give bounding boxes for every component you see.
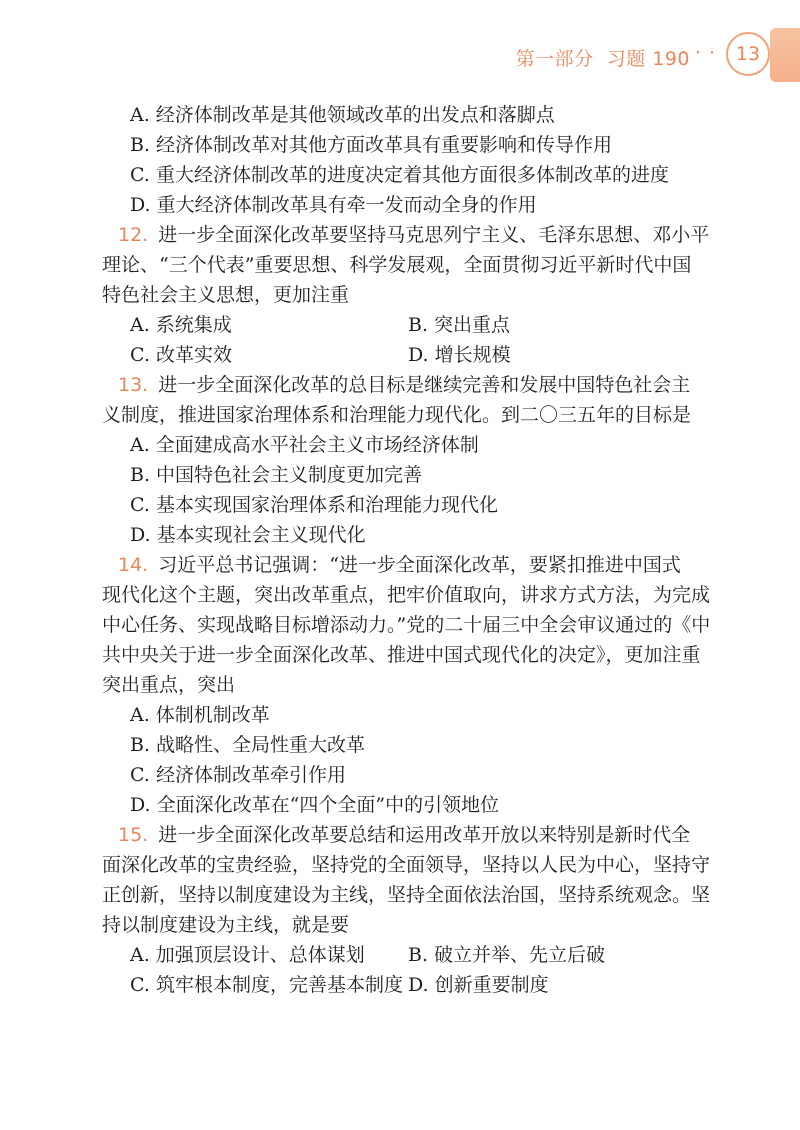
header-title: 第一部分 习题 190 [515,48,690,70]
q11-option-d: D. 重大经济体制改革具有牵一发而动全身的作用 [130,194,537,216]
q14-stem-line: 现代化这个主题，突出改革重点，把牢价值取向，讲求方式方法，为完成 [102,584,711,606]
page-header [470,28,800,82]
q12-options-row [102,310,717,340]
q13-option-c: C. 基本实现国家治理体系和治理能力现代化 [130,494,498,516]
q15-option-d: D. 创新重要制度 [408,974,549,996]
q14-option-c: C. 经济体制改革牵引作用 [130,764,346,786]
question-number: 15. [118,824,149,846]
q15-options-row [102,940,717,970]
q15-stem-line: 15. 进一步全面深化改革要总结和运用改革开放以来特别是新时代全 [118,824,691,846]
q14-option-a: A. 体制机制改革 [130,704,270,726]
q15-stem-line: 持以制度建设为主线，就是要 [102,914,350,936]
q13-option-a: A. 全面建成高水平社会主义市场经济体制 [130,434,479,456]
q14-stem-line: 突出重点，突出 [102,674,236,696]
q13-stem-line: 义制度，推进国家治理体系和治理能力现代化。到二〇三五年的目标是 [102,404,692,426]
q14-option-b: B. 战略性、全局性重大改革 [130,734,366,756]
q13-option-d: D. 基本实现社会主义现代化 [130,524,366,546]
q12-option-a: A. 系统集成 [130,314,232,336]
q12-options-row [102,340,717,370]
page-number-badge [726,32,770,76]
q14-option-d: D. 全面深化改革在“四个全面”中的引领地位 [130,794,500,816]
q11-option-b: B. 经济体制改革对其他方面改革具有重要影响和传导作用 [130,134,613,156]
q12-stem-line: 特色社会主义思想，更加注重 [102,284,350,306]
q14-stem-line: 中心任务、实现战略目标增添动力。”党的二十届三中全会审议通过的《中 [102,614,711,636]
q15-stem-line: 正创新，坚持以制度建设为主线，坚持全面依法治国，坚持系统观念。坚 [102,884,711,906]
q14-stem-line: 共中央关于进一步全面深化改革、推进中国式现代化的决定》，更加注重 [102,644,701,666]
q12-stem-line: 理论、“三个代表”重要思想、科学发展观，全面贯彻习近平新时代中国 [102,254,692,276]
page-edge-tab [770,28,800,82]
q12-option-c: C. 改革实效 [130,344,232,366]
question-number: 12. [118,224,149,246]
q13-stem-line: 13. 进一步全面深化改革的总目标是继续完善和发展中国特色社会主 [118,374,691,396]
q11-option-a: A. 经济体制改革是其他领域改革的出发点和落脚点 [130,104,555,126]
q15-option-c: C. 筑牢根本制度，完善基本制度 [130,974,403,996]
q15-stem-line: 面深化改革的宝贵经验，坚持党的全面领导，坚持以人民为中心，坚持守 [102,854,711,876]
q15-options-row [102,970,717,1000]
question-number: 13. [118,374,149,396]
q12-option-d: D. 增长规模 [408,344,511,366]
q15-option-a: A. 加强顶层设计、总体谋划 [130,944,365,966]
q15-option-b: B. 破立并举、先立后破 [408,944,606,966]
q11-option-c: C. 重大经济体制改革的进度决定着其他方面很多体制改革的进度 [130,164,669,186]
page-number: 13 [735,43,761,65]
q12-stem-line: 12. 进一步全面深化改革要坚持马克思列宁主义、毛泽东思想、邓小平 [118,224,710,246]
header-dots: · · · [680,42,716,64]
q12-option-b: B. 突出重点 [408,314,511,336]
question-content [102,100,717,1000]
q13-option-b: B. 中国特色社会主义制度更加完善 [130,464,423,486]
question-number: 14. [118,554,149,576]
q14-stem-line: 14. 习近平总书记强调：“进一步全面深化改革，要紧扣推进中国式 [118,554,681,576]
